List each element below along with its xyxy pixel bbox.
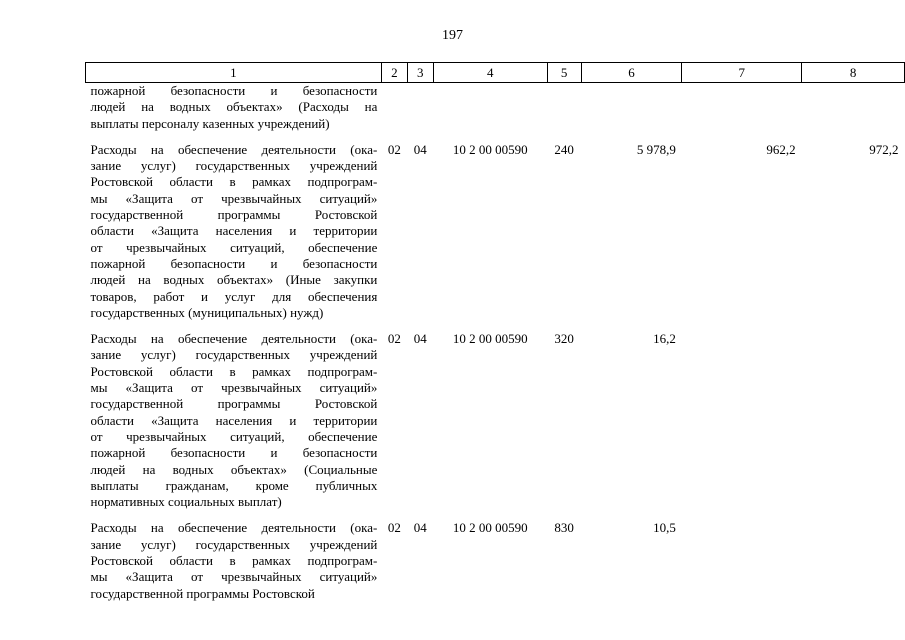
row-description (86, 510, 382, 601)
section-code: 02 (387, 141, 401, 157)
amount-year-1: 16,2 (653, 331, 676, 347)
description-line: государственной программы Ростовской (90, 585, 315, 601)
target-article-code: 10 2 00 00590 (452, 520, 528, 536)
header-cell-2: 2 (381, 63, 407, 83)
amount-year-3 (802, 510, 905, 601)
description-line: людей на водных объектах» (Иные закупки (90, 272, 378, 288)
expense-type-code: 830 (554, 520, 574, 536)
page-number: 197 (442, 28, 463, 43)
description-line: мы «Защита от чрезвычайных ситуаций» (90, 380, 378, 396)
amount-year-2 (682, 83, 802, 132)
amount-year-1: 10,5 (653, 520, 676, 536)
expense-type-code: 240 (554, 141, 574, 157)
description-line: пожарной безопасности и безопасности (90, 445, 378, 461)
description-line: государственной программы Ростовской (90, 207, 378, 223)
amount-year-3: 972,2 (869, 141, 899, 157)
description-line: зание услуг) государственных учреждений (90, 158, 378, 174)
amount-year-2 (682, 321, 802, 510)
description-line: выплаты гражданам, кроме публичных (90, 477, 378, 493)
description-line: пожарной безопасности и безопасности (90, 83, 378, 98)
description-line: товаров, работ и услуг для обеспечения (90, 288, 378, 304)
section-code: 02 (387, 331, 401, 347)
target-article-code: 10 2 00 00590 (452, 141, 528, 157)
budget-table (85, 62, 905, 602)
amount-year-1 (581, 83, 682, 132)
description-line: людей на водных объектах» (Расходы на (90, 99, 378, 115)
subsection-code: 04 (413, 141, 427, 157)
description-line: Ростовской области в рамках подпрограм- (90, 553, 378, 569)
row-description (86, 321, 382, 510)
description-line: пожарной безопасности и безопасности (90, 255, 378, 271)
description-line: мы «Защита от чрезвычайных ситуаций» (90, 569, 378, 585)
subsection-code: 04 (413, 520, 427, 536)
description-line: Расходы на обеспечение деятельности (ока- (90, 331, 378, 347)
amount-year-2: 962,2 (766, 141, 796, 157)
amount-year-3 (802, 83, 905, 132)
description-line: области «Защита населения и территории (90, 412, 378, 428)
section-code: 02 (387, 520, 401, 536)
description-line: государственных (муниципальных) нужд) (90, 304, 324, 320)
header-cell-5: 5 (547, 63, 581, 83)
description-line: мы «Защита от чрезвычайных ситуаций» (90, 190, 378, 206)
header-cell-6: 6 (581, 63, 682, 83)
table-row (86, 83, 905, 132)
section-code (381, 83, 407, 132)
description-line: Расходы на обеспечение деятельности (ока- (90, 520, 378, 536)
subsection-code (407, 83, 433, 132)
header-cell-8: 8 (802, 63, 905, 83)
subsection-code: 04 (413, 331, 427, 347)
description-line: зание услуг) государственных учреждений (90, 347, 378, 363)
header-cell-4: 4 (433, 63, 547, 83)
description-line: Расходы на обеспечение деятельности (ока- (90, 141, 378, 157)
header-cell-1: 1 (86, 63, 382, 83)
table-row (86, 321, 905, 510)
row-description (86, 83, 382, 132)
description-line: государственной программы Ростовской (90, 396, 378, 412)
target-article-code: 10 2 00 00590 (452, 331, 528, 347)
description-line: от чрезвычайных ситуаций, обеспечение (90, 239, 378, 255)
target-article-code (433, 83, 547, 132)
description-line: выплаты персоналу казенных учреждений) (90, 115, 330, 131)
row-description (86, 132, 382, 321)
amount-year-3 (802, 321, 905, 510)
amount-year-1: 5 978,9 (636, 141, 676, 157)
description-line: зание услуг) государственных учреждений (90, 536, 378, 552)
description-line: от чрезвычайных ситуаций, обеспечение (90, 428, 378, 444)
description-line: области «Защита населения и территории (90, 223, 378, 239)
amount-year-2 (682, 510, 802, 601)
description-line: Ростовской области в рамках подпрограм- (90, 174, 378, 190)
header-cell-7: 7 (682, 63, 802, 83)
table-row (86, 132, 905, 321)
expense-type-code: 320 (554, 331, 574, 347)
header-row (86, 63, 905, 83)
description-line: Ростовской области в рамках подпрограм- (90, 363, 378, 379)
table-row (86, 510, 905, 601)
header-cell-3: 3 (407, 63, 433, 83)
expense-type-code (547, 83, 581, 132)
description-line: людей на водных объектах» (Социальные (90, 461, 378, 477)
description-line: нормативных социальных выплат) (90, 494, 282, 510)
